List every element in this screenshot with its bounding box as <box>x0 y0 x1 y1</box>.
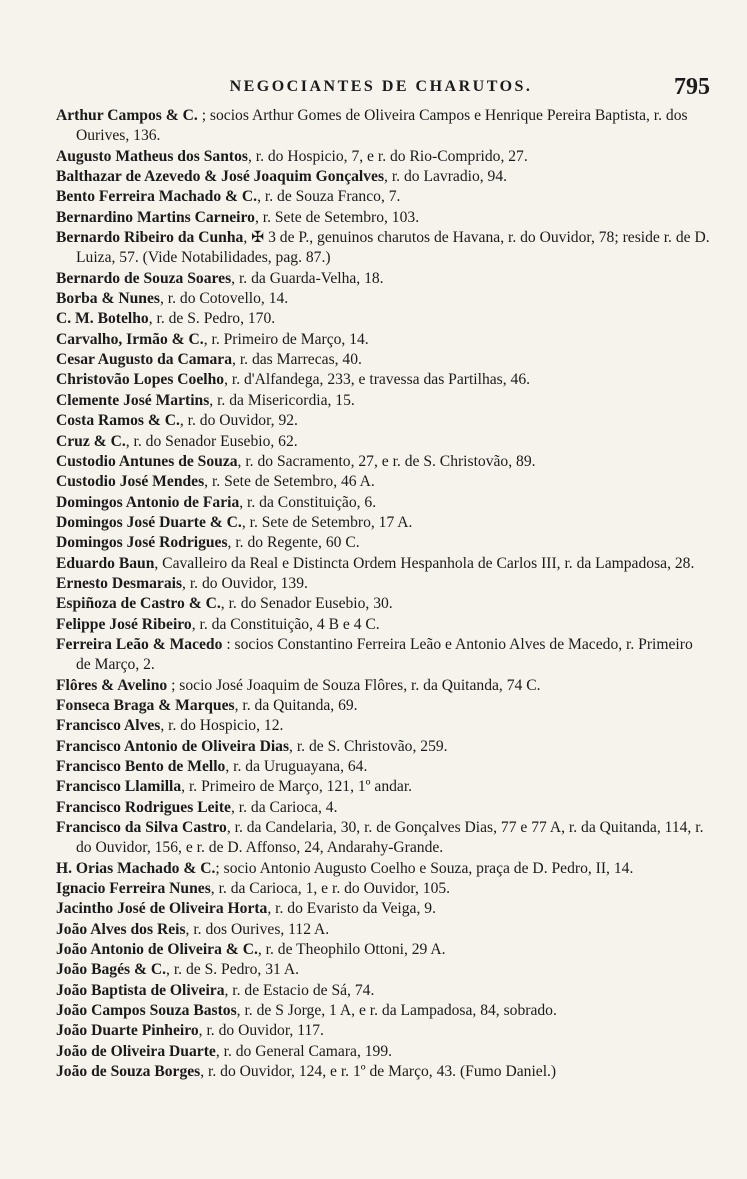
merchant-name: Francisco Bento de Mello <box>56 758 226 775</box>
merchant-details: , r. Sete de Setembro, 103. <box>254 208 420 226</box>
list-item <box>56 289 710 309</box>
page-header <box>52 76 710 106</box>
merchant-name: Francisco Rodrigues Leite <box>56 798 231 816</box>
list-item <box>56 432 710 452</box>
merchant-details: , r. da Constituição, 6. <box>239 493 377 511</box>
merchant-name: Bernardo de Souza Soares <box>56 269 232 287</box>
merchant-name: Cesar Augusto da Camara <box>56 351 233 369</box>
merchant-name: C. M. Botelho <box>56 310 149 328</box>
list-item <box>56 635 710 676</box>
merchant-name: Custodio José Mendes <box>56 473 205 491</box>
list-item <box>56 1021 710 1041</box>
list-item <box>56 330 710 350</box>
merchant-details: ; socio José Joaquim de Souza Flôres, r. da Quitanda, 74 C. <box>167 676 541 694</box>
merchant-name: João de Souza Borges <box>56 1063 201 1081</box>
list-item <box>56 513 710 533</box>
merchant-name: João Alves dos Reis <box>56 920 186 938</box>
list-item <box>56 1001 710 1021</box>
merchant-details: , r. do Sacramento, 27, e r. de S. Christovão, 89. <box>237 452 536 470</box>
merchant-name: Ignacio Ferreira Nunes <box>56 880 211 898</box>
list-item <box>56 1062 710 1082</box>
merchant-details: , r. dos Ourives, 112 A. <box>185 920 330 938</box>
merchant-name: Espiñoza de Castro & C. <box>56 595 221 613</box>
merchant-details: , r. da Candelaria, 30, r. de Gonçalves Dias, 77 e 77 A, r. da Quitanda, 114, r. do Ouvidor, 156, e r. de D. Affonso, 24, Andarahy-Grande. <box>76 819 704 857</box>
merchant-details: , r. do Senador Eusebio, 62. <box>125 432 298 450</box>
merchant-details: , r. do General Camara, 199. <box>215 1042 393 1060</box>
merchant-name: João Baptista de Oliveira <box>56 981 225 999</box>
merchant-details: , r. de Souza Franco, 7. <box>257 188 401 206</box>
merchant-name: João de Oliveira Duarte <box>56 1042 216 1060</box>
list-item <box>56 879 710 899</box>
merchant-details: , r. de Estacio de Sá, 74. <box>224 981 375 999</box>
merchant-name: Bernardo Ribeiro da Cunha <box>56 229 244 247</box>
merchant-name: Bento Ferreira Machado & C. <box>56 188 258 206</box>
merchant-name: Carvalho, Irmão & C. <box>56 330 204 348</box>
merchant-details: , r. Primeiro de Março, 121, 1º andar. <box>181 778 413 796</box>
list-item <box>56 309 710 329</box>
merchant-details: , r. do Ouvidor, 124, e r. 1º de Março, 43. (Fumo Daniel.) <box>200 1063 557 1081</box>
merchant-details: : socios Constantino Ferreira Leão e Antonio Alves de Macedo, r. Primeiro de Março, 2. <box>76 635 693 674</box>
merchant-details: , r. da Misericordia, 15. <box>209 391 355 409</box>
merchant-details: , r. de S. Pedro, 170. <box>148 310 276 328</box>
list-item <box>56 920 710 940</box>
merchant-details: , r. da Uruguayana, 64. <box>225 758 368 775</box>
merchant-name: Francisco Llamilla <box>56 778 182 796</box>
list-item <box>56 493 710 513</box>
list-item <box>56 1042 710 1062</box>
merchant-name: Domingos Antonio de Faria <box>56 493 240 511</box>
merchant-details: , r. da Constituição, 4 B e 4 C. <box>191 615 380 633</box>
list-item <box>56 452 710 472</box>
list-item <box>56 818 710 859</box>
list-item <box>56 411 710 431</box>
list-item <box>56 208 710 228</box>
list-item <box>56 615 710 635</box>
merchant-details: , r. Sete de Setembro, 46 A. <box>204 473 375 491</box>
merchant-details: , r. do Cotovello, 14. <box>159 290 289 308</box>
merchant-name: Domingos José Duarte & C. <box>56 513 242 531</box>
merchant-name: Balthazar de Azevedo & José Joaquim Gonçalves <box>56 168 385 186</box>
merchant-name: Costa Ramos & C. <box>56 412 180 430</box>
merchant-details: , r. Primeiro de Março, 14. <box>203 330 369 348</box>
merchant-details: , r. do Hospicio, 12. <box>160 717 284 735</box>
merchant-name: Ferreira Leão & Macedo <box>56 635 223 653</box>
list-item <box>56 106 710 147</box>
list-item <box>56 737 710 757</box>
merchant-name: Francisco Antonio de Oliveira Dias <box>56 737 290 755</box>
list-item <box>56 554 710 574</box>
list-item <box>56 696 710 716</box>
list-item <box>56 798 710 818</box>
merchant-name: Borba & Nunes <box>56 290 160 308</box>
list-item <box>56 187 710 207</box>
entry-list <box>56 106 710 1083</box>
list-item <box>56 594 710 614</box>
list-item <box>56 147 710 167</box>
merchant-name: João Bagés & C. <box>56 961 167 979</box>
merchant-details: , r. do Senador Eusebio, 30. <box>220 595 393 613</box>
merchant-name: Fonseca Braga & Marques <box>56 696 235 714</box>
merchant-name: Custodio Antunes de Souza <box>56 452 238 470</box>
merchant-name: João Duarte Pinheiro <box>56 1022 199 1040</box>
list-item <box>56 391 710 411</box>
merchant-name: Cruz & C. <box>56 432 126 450</box>
list-item <box>56 859 710 879</box>
merchant-name: João Campos Souza Bastos <box>56 1002 237 1020</box>
merchant-details: ; socios Arthur Gomes de Oliveira Campos e Henrique Pereira Baptista, r. dos Ourives, 136. <box>76 107 688 145</box>
merchant-details: , r. da Guarda-Velha, 18. <box>231 269 384 287</box>
list-item <box>56 574 710 594</box>
merchant-name: H. Orias Machado & C. <box>56 859 216 877</box>
merchant-details: , r. do Ouvidor, 92. <box>179 412 298 430</box>
merchant-details: , r. do Regente, 60 C. <box>227 534 360 552</box>
merchant-details: , Cavalleiro da Real e Distincta Ordem Hespanhola de Carlos III, r. da Lampadosa, 28. <box>154 554 695 572</box>
merchant-name: Eduardo Baun <box>56 554 155 572</box>
merchant-name: Bernardino Martins Carneiro <box>56 208 255 226</box>
merchant-name: Christovão Lopes Coelho <box>56 371 225 389</box>
list-item <box>56 472 710 492</box>
merchant-details: , r. do Evaristo da Veiga, 9. <box>267 900 436 918</box>
merchant-details: , r. das Marrecas, 40. <box>232 351 362 369</box>
page-number: 795 <box>674 74 710 100</box>
list-item <box>56 370 710 390</box>
merchant-details: , r. Sete de Setembro, 17 A. <box>241 513 413 531</box>
list-item <box>56 716 710 736</box>
merchant-details: , r. do Hospicio, 7, e r. do Rio-Comprido, 27. <box>247 147 528 165</box>
list-item <box>56 350 710 370</box>
list-item <box>56 940 710 960</box>
merchant-name: Flôres & Avelino <box>56 676 168 694</box>
merchant-details: ; socio Antonio Augusto Coelho e Souza, praça de D. Pedro, II, 14. <box>215 859 634 877</box>
merchant-name: João Antonio de Oliveira & C. <box>56 941 258 959</box>
list-item <box>56 269 710 289</box>
merchant-details: , r. do Ouvidor, 117. <box>198 1022 324 1040</box>
merchant-name: Felippe José Ribeiro <box>56 615 192 633</box>
list-item <box>56 676 710 696</box>
merchant-name: Clemente José Martins <box>56 391 210 409</box>
merchant-name: Francisco Alves <box>56 717 161 735</box>
merchant-details: , r. d'Alfandega, 233, e travessa das Partilhas, 46. <box>224 371 531 389</box>
merchant-name: Arthur Campos & C. <box>56 107 198 124</box>
merchant-details: , r. da Carioca, 1, e r. do Ouvidor, 105. <box>210 880 451 898</box>
merchant-name: Ernesto Desmarais <box>56 574 183 592</box>
merchant-name: Francisco da Silva Castro <box>56 819 227 837</box>
merchant-details: , r. da Carioca, 4. <box>230 798 338 816</box>
list-item <box>56 960 710 980</box>
list-item <box>56 167 710 187</box>
merchant-name: Jacintho José de Oliveira Horta <box>56 900 268 918</box>
merchant-details: , ✠ 3 de P., genuinos charutos de Havana, r. do Ouvidor, 78; reside r. de D. Luiza, 57. (Vide Notabilidades, pag. 87.) <box>76 229 710 267</box>
merchant-name: Domingos José Rodrigues <box>56 534 228 552</box>
merchant-details: , r. do Ouvidor, 139. <box>182 574 308 592</box>
list-item <box>56 228 710 269</box>
merchant-details: , r. de S Jorge, 1 A, e r. da Lampadosa, 84, sobrado. <box>236 1002 557 1020</box>
page-title: NEGOCIANTES DE CHARUTOS. <box>229 78 533 95</box>
merchant-details: , r. de S. Pedro, 31 A. <box>166 961 300 979</box>
merchant-details: , r. de S. Christovão, 259. <box>289 737 448 755</box>
list-item <box>56 777 710 797</box>
merchant-details: , r. do Lavradio, 94. <box>384 168 508 186</box>
merchant-details: , r. de Theophilo Ottoni, 29 A. <box>257 941 446 959</box>
list-item <box>56 533 710 553</box>
list-item <box>56 981 710 1001</box>
list-item <box>56 899 710 919</box>
merchant-name: Augusto Matheus dos Santos <box>56 147 248 165</box>
list-item <box>56 757 710 777</box>
merchant-details: , r. da Quitanda, 69. <box>234 696 358 714</box>
